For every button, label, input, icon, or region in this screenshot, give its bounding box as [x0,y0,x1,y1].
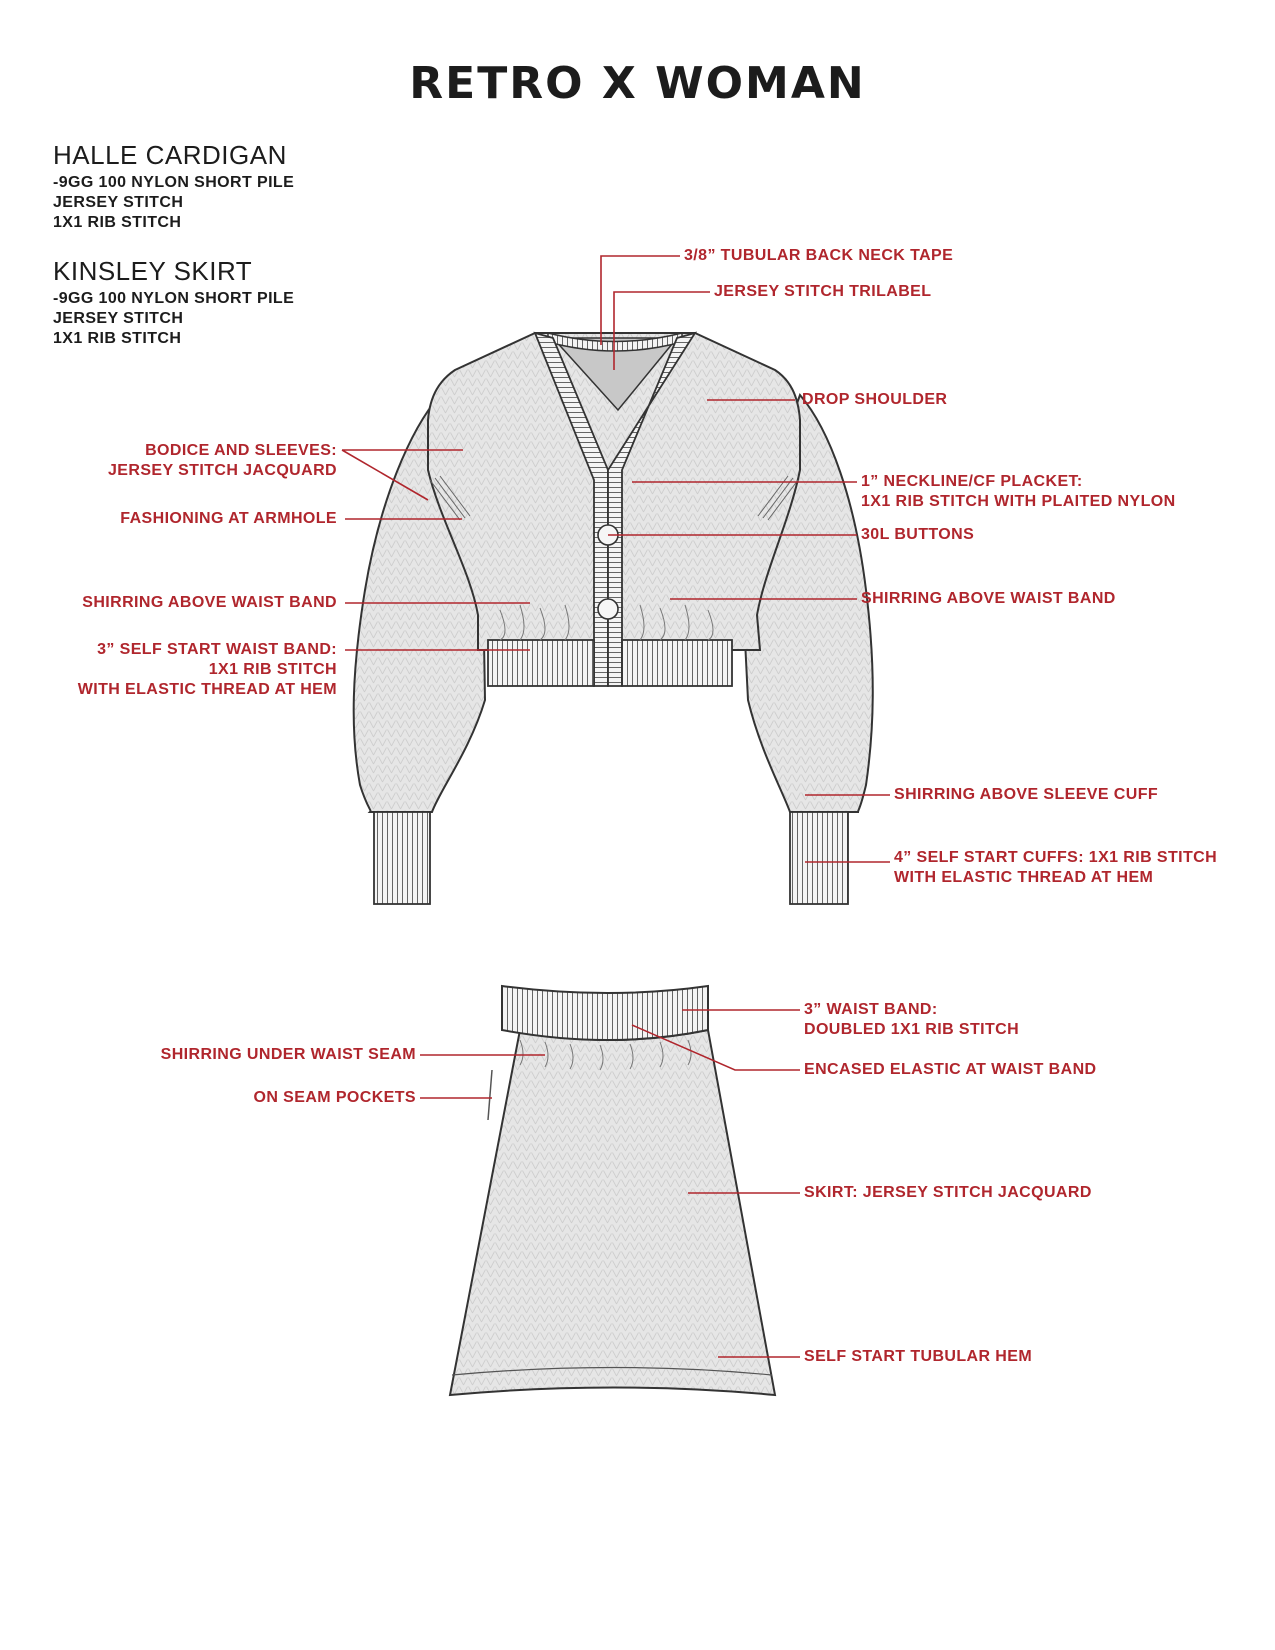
callout-text: ON SEAM POCKETS [253,1089,416,1106]
callout-shirring-right [861,589,1116,609]
callout-shirring-left [82,593,337,613]
callout-encased-elastic [804,1060,1097,1080]
cardigan-waist-band-left [488,640,594,686]
spec-line: JERSEY STITCH [53,194,184,211]
callout-drop-shoulder [802,390,947,410]
skirt-pocket-seam [488,1070,492,1120]
callout-back-neck-tape [684,246,953,266]
skirt-body [450,1030,775,1395]
callout-bodice [108,441,337,481]
callout-text: DROP SHOULDER [802,391,948,408]
spec-name: HALLE CARDIGAN [53,140,287,170]
callout-trilabel [714,282,931,302]
spec-line: 1X1 RIB STITCH [53,214,182,231]
callout-text: DOUBLED 1X1 RIB STITCH [804,1021,1020,1038]
callout-buttons [861,525,974,545]
skirt-waist-band [502,986,708,1040]
callout-text: BODICE AND SLEEVES: [145,442,337,459]
button-bottom [598,599,618,619]
callout-pockets [254,1088,416,1108]
callout-fashioning [120,509,337,529]
callout-text: 3/8” TUBULAR BACK NECK TAPE [684,247,954,264]
callout-waist-band [78,640,337,700]
callout-text: SKIRT: JERSEY STITCH JACQUARD [804,1184,1092,1201]
callout-text: ENCASED ELASTIC AT WAIST BAND [804,1061,1097,1078]
callout-hem [804,1347,1032,1367]
callout-text: SHIRRING ABOVE WAIST BAND [82,594,337,611]
callout-text: JERSEY STITCH TRILABEL [714,283,932,300]
callout-text: 1X1 RIB STITCH [208,661,337,678]
page-title: RETRO X WOMAN [409,58,866,109]
spec-line: -9GG 100 NYLON SHORT PILE [53,290,295,307]
callout-skirt-body [804,1183,1092,1203]
callout-text: WITH ELASTIC THREAD AT HEM [894,869,1154,886]
left-cuff [374,812,430,904]
callout-text: FASHIONING AT ARMHOLE [120,510,337,527]
callout-text: SELF START TUBULAR HEM [804,1348,1033,1365]
callout-cuffs [894,848,1217,888]
cardigan-waist-band-right [622,640,732,686]
callout-neckline [861,472,1176,512]
cardigan-drawing [354,333,873,904]
spec-line: 1X1 RIB STITCH [53,330,182,347]
callout-text: 30L BUTTONS [861,526,975,543]
callout-text: SHIRRING UNDER WAIST SEAM [160,1046,416,1063]
callout-text: 4” SELF START CUFFS: 1X1 RIB STITCH [894,849,1218,866]
callout-skirt-waist-band [804,1000,1019,1040]
spec-name: KINSLEY SKIRT [53,256,253,286]
callout-text: 1X1 RIB STITCH WITH PLAITED NYLON [861,493,1176,510]
spec-line: JERSEY STITCH [53,310,184,327]
right-cuff [790,812,848,904]
callout-text: SHIRRING ABOVE SLEEVE CUFF [894,786,1159,803]
spec-line: -9GG 100 NYLON SHORT PILE [53,174,295,191]
callout-text: 1” NECKLINE/CF PLACKET: [861,473,1083,490]
callout-shirring-under-waist [161,1045,416,1065]
callout-text: SHIRRING ABOVE WAIST BAND [861,590,1116,607]
callout-text: 3” SELF START WAIST BAND: [97,641,337,658]
callout-sleeve-shirring [894,785,1158,805]
callout-text: WITH ELASTIC THREAD AT HEM [77,681,337,698]
callout-text: JERSEY STITCH JACQUARD [108,462,337,479]
skirt-drawing [450,986,775,1395]
callout-text: 3” WAIST BAND: [804,1001,938,1018]
